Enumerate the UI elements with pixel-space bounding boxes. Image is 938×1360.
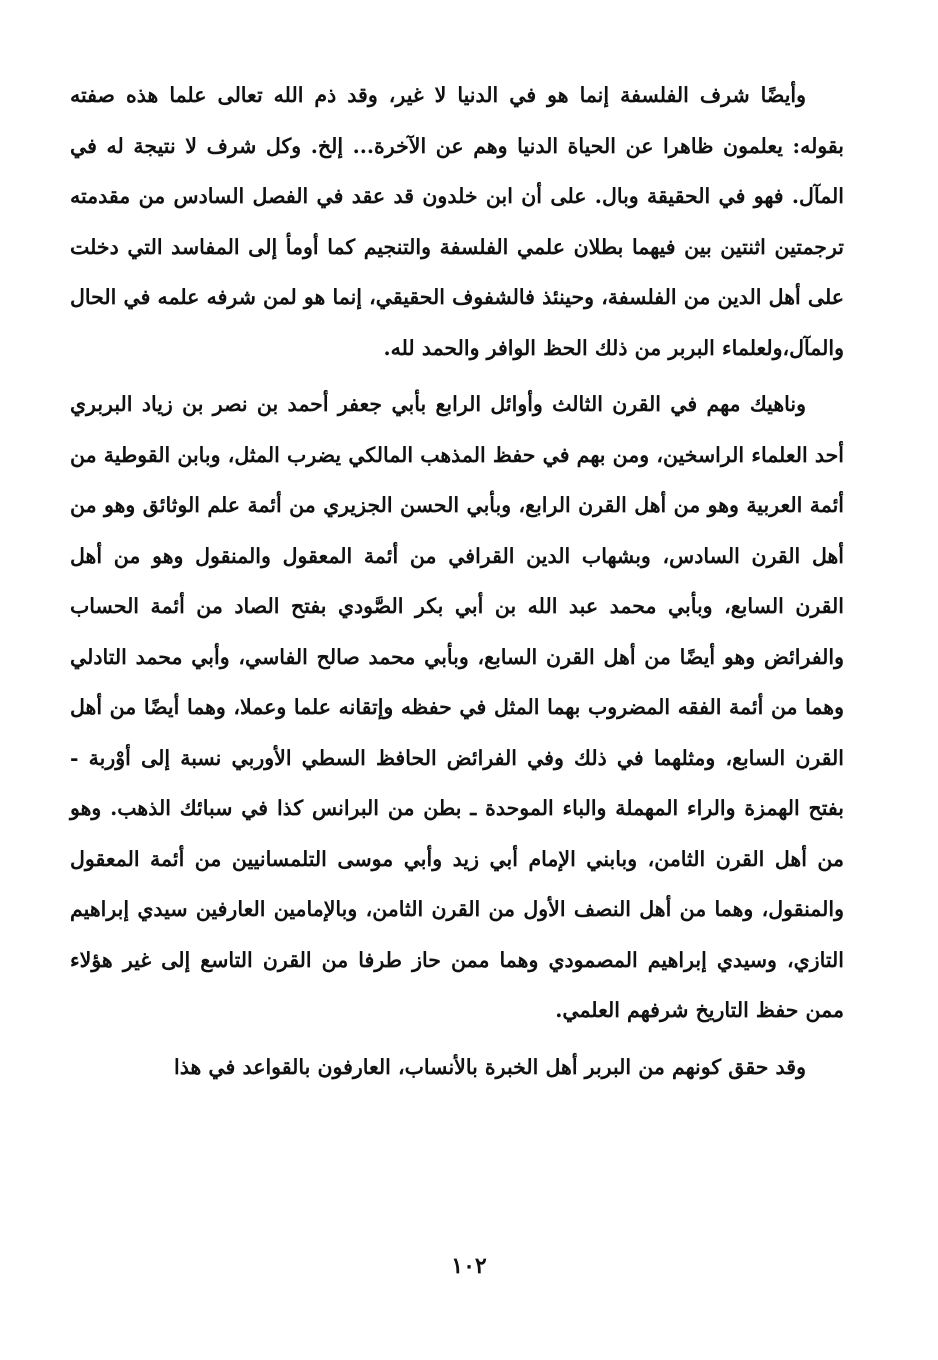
paragraph-1: وأيضًا شرف الفلسفة إنما هو في الدنيا لا غير، وقد ذم الله تعالى علما هذه صفته بقوله: يعلمون ظاهرا عن الحياة الدنيا وهم عن الآخرة... إلخ. وكل شرف لا نتيجة له في المآل. فهو في الحقيقة وبال. على أن ابن خلدون قد عقد في الفصل السادس من مقدمته ترجمتين اثنتين بين فيهما بطلان علمي الفلسفة والتنجيم كما أومأ إلى المفاسد التي دخلت على أهل الدين من الفلسفة، وحينئذ فالشفوف الحقيقي، إنما هو لمن شرفه علمه في الحال والمآل،ولعلماء البربر من ذلك الحظ الوافر والحمد لله. [70,83,844,360]
body-text [70,70,844,1092]
book-page [70,70,844,1290]
paragraph-2: وناهيك مهم في القرن الثالث وأوائل الرابع بأبي جعفر أحمد بن نصر بن زياد البربري أحد العلماء الراسخين، ومن بهم في حفظ المذهب المالكي يضرب المثل، وبابن القوطية من أئمة العربية وهو من أهل القرن الرابع، وبأبي الحسن الجزيري من أئمة علم الوثائق وهو من أهل القرن السادس، وبشهاب الدين القرافي من أئمة المعقول والمنقول وهو من أهل القرن السابع، وبأبي محمد عبد الله بن أبي بكر الصَّودي بفتح الصاد من أئمة الحساب والفرائض وهو أيضًا من أهل القرن السابع، وبأبي محمد صالح الفاسي، وأبي محمد التادلي وهما من أئمة الفقه المضروب بهما المثل في حفظه وإتقانه علما وعملا، وهما أيضًا من أهل القرن السابع، ومثلهما في ذلك وفي الفرائض الحافظ السطي الأوربي نسبة إلى أوْربة - بفتح الهمزة والراء المهملة والباء الموحدة ـ بطن من البرانس كذا في سبائك الذهب. وهو من أهل القرن الثامن، وبابني الإمام أبي زيد وأبي موسى التلمسانيين من أئمة المعقول والمنقول، وهما من أهل النصف الأول من القرن الثامن، وبالإمامين العارفين سيدي إبراهيم التازي، وسيدي إبراهيم المصمودي وهما ممن حاز طرفا من القرن التاسع إلى غير هؤلاء ممن حفظ التاريخ شرفهم العلمي. [70,392,844,1022]
paragraph-3: وقد حقق كونهم من البربر أهل الخبرة بالأنساب، العارفون بالقواعد في هذا [174,1054,806,1079]
page-number: ١٠٢ [451,1253,487,1279]
